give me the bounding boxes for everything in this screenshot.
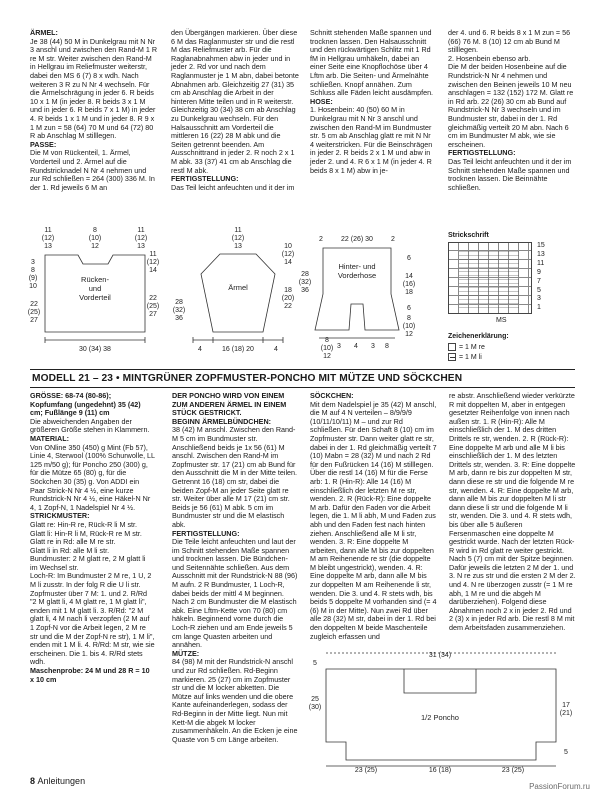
paragraph: Die Teile leicht anfeuchten und laut der im Schnitt stehenden Maße spannen und trocknen lassen. Die Bündchen- und Seitennähte schließen. Aus dem Ausschnitt mit der Rundstrick-N 88 (96) M aufn. 2 R Bundmuster, 1 Loch-R, dabei beids der mittl 4 M beginnen. Nach 2 cm Bundmuster die M elastisch abk. Eine Lftm-Kette von 70 (80) cm häkeln. Beginnend vorne durch die Loch-R ziehen und am Ende jeweils 5 cm lange Quasten arbeiten und annähen. <box>172 537 298 650</box>
p-l5: (21) <box>559 710 573 717</box>
d3-l6: 18 <box>405 289 413 296</box>
d2-l1: (12) <box>231 235 245 242</box>
d1-l17: (25) <box>28 309 41 316</box>
diagram-poncho <box>306 647 578 775</box>
row-num: 13 <box>537 250 545 258</box>
heading: MÜTZE: <box>172 648 200 658</box>
d3-l20: 8 <box>385 343 389 350</box>
d3-l2: 2 <box>391 236 395 243</box>
heading: HOSE: <box>310 96 333 106</box>
paragraph: Bundmuster: 2 M glatt re, 2 M glatt li im Wechsel str. <box>30 554 146 572</box>
d1-l8: 13 <box>137 243 145 250</box>
d1-l7: (12) <box>134 235 148 242</box>
d3-center-2: Vorderhose <box>337 271 377 280</box>
d1-l20: (25) <box>146 303 160 310</box>
d2-l13: 16 (18) 20 <box>222 346 254 353</box>
p-l7: 23 (25) <box>354 767 378 774</box>
legend-label: = 1 M re <box>459 343 485 351</box>
d1-l16: 22 <box>30 301 38 308</box>
section-title: MODELL 21 – 23 • MINTGRÜNER ZOPFMUSTER-PONCHO MIT MÜTZE UND SÖCKCHEN <box>30 369 575 388</box>
d2-l2: 13 <box>234 243 242 250</box>
d1-l9: 3 <box>31 259 35 266</box>
d3-l15: (10) <box>320 345 334 352</box>
paragraph: Das Teil leicht anfeuchten und it der im Schnitt stehenden Maße spannen und trocknen lassen. Die Beinnähte schließen. <box>448 156 572 192</box>
d3-l16: 12 <box>323 353 331 358</box>
d2-l10: (20) <box>281 295 295 302</box>
row-num: 11 <box>537 259 545 267</box>
d1-center-3: Vorderteil <box>79 293 111 302</box>
d3-l7: 28 <box>301 271 309 278</box>
paragraph: Glatt li in Rd: alle M li str. <box>30 545 110 555</box>
d2-l0: 11 <box>234 227 242 234</box>
row-num: 9 <box>537 268 541 276</box>
diagram-sleeve <box>168 224 308 354</box>
p-l2: 25 <box>311 696 319 703</box>
diagram-body <box>28 224 168 354</box>
p-l0: 31 (34) <box>428 652 452 659</box>
d3-l17: 3 <box>337 343 341 350</box>
d3-center-1: Hinter- und <box>338 262 376 271</box>
d1-l11: (9) <box>28 275 38 282</box>
d1-l14: (12) <box>146 259 160 266</box>
paragraph: Die abweichenden Angaben der größeren Größe stehen in Klammern. <box>30 416 150 435</box>
d2-l8: 36 <box>175 315 183 322</box>
top-col-1 <box>30 29 158 192</box>
top-col-4 <box>448 29 576 192</box>
d3-l14: 8 <box>325 337 329 344</box>
heading: Kopfumfang (ungedehnt) 35 (42) cm; Fußlänge 9 (11) cm <box>30 399 141 418</box>
top-col-2 <box>171 29 299 192</box>
paragraph: den Übergängen markieren. Über diese 6 M das Raglanmuster str und die restl M das Reliefmuster arb. Für die Raglanabnahmen abw in jeder und in jeder 2. Rd vor und nach dem Raglanmuster je 1 M abn, dabei betonte Abnahmen arb. Gleichzeitig 27 (31) 35 cm ab Anschlag die Arbeit in der hinteren Mitte teilen und in R weiterstr. Gleichzeitig 30 (34) 38 cm ab Anschlag zu Dunkelgrau wechseln. Für den Halsausschnitt am Vorderteil die mittleren 16 (22) 28 M abk und die Seiten getrennt beenden. Am Ausschnittrand in jeder 2. R noch 2 x 1 M abk. 33 (37) 41 cm ab Anschlag die restl M abk. <box>171 28 299 175</box>
stitch-chart <box>448 242 532 314</box>
p-l8: 16 (18) <box>428 767 452 774</box>
bottom-col-2 <box>172 392 298 744</box>
p-l9: 23 (25) <box>501 767 525 774</box>
d3-l9: 36 <box>301 287 309 294</box>
d1-l10: 8 <box>31 267 35 274</box>
heading: SÖCKCHEN: <box>310 391 354 400</box>
stitch-row-numbers <box>537 242 545 313</box>
paragraph: Glatt re: Hin-R re, Rück-R li M str. <box>30 519 138 529</box>
d3-l5: (16) <box>402 281 416 288</box>
legend-title: Zeichenerklärung: <box>448 333 509 340</box>
paragraph: 84 (98) M mit der Rundstrick-N anschl und zur Rd schließen. Rd-Beginn markieren. 25 (27) cm im Zopfmuster str und die M locker abketten. Die Mütze auf links wenden und die obere Kante aufeinanderlegen, sodass der Rd-Beginn in der Mitte liegt. Nun mit Kett-M die abgek M locker zusammenhäkeln. An die Ecken je eine Quaste von 5 cm Länge arbeiten. <box>172 657 298 744</box>
d1-l2: 13 <box>44 243 52 250</box>
heading: FERTIGSTELLUNG: <box>172 528 240 538</box>
paragraph: Glatt li: Hin-R li M, Rück-R re M str. <box>30 528 142 538</box>
d2-l9: 18 <box>284 287 292 294</box>
d2-l6: 28 <box>175 299 183 306</box>
heading: STRICKMUSTER: <box>30 511 90 521</box>
d1-l22: 30 (34) 38 <box>79 346 111 353</box>
heading: ÄRMEL: <box>30 28 58 37</box>
watermark: PassionForum.ru <box>529 782 590 791</box>
page-number: 8 <box>30 776 36 786</box>
heading: DER PONCHO WIRD VON EINEM ZUM ANDEREN ÄRMEL IN EINEM STÜCK GESTRICKT. <box>172 391 287 418</box>
heading: PASSE: <box>30 139 57 149</box>
d3-l1: 22 (26) 30 <box>341 236 373 243</box>
purl-symbol-icon <box>448 353 456 361</box>
paragraph: Schnitt stehenden Maße spannen und trocknen lassen. Den Halsausschnitt und den rückwärtigen Schlitz mit 1 Rd fM in Hellgrau umhäkeln, dabei an einer Seite eine Knopflochöse über 4 Lftm arb. Die Seiten- und Ärmelnähte schließen. Knopf annähen. Zum Schluss alle Fäden leicht ausdämpfen. <box>310 28 434 98</box>
paragraph: re abstr. Anschließend wieder verkürzte R mit doppelten M, aber in entgegen gesetzter Reihenfolge von innen nach außen str. 1. R (Hin-R): Alle M einschließlich der 1. M des dritten Drittels re str, wenden. 2. R (Rück-R): Eine doppelte M arb und alle M li bis einschließlich der 1. M des letzten Drittels str, wenden. 3. R: Eine doppelte M arb, dann re bis zur doppelten M str, dann diese re str und die folgende M re str, wenden. 4. R: Eine doppelte M arb, dann alle M bis zur doppelten M li str dann diese li str und die folgende M li str, wenden. Die 3. und 4. R stets wdh, bis über alle 5 äußeren Fersenmaschen eine doppelte M gestrickt wurde. Nach der letzten Rück-R wird in Rd glatt re weiter gestrickt. Nach 5 (7) cm mit der Spitze beginnen. Dafür jeweils die letzten 2 M der 1. und 3. N re zus str und die ersten 2 M der 2. und 4. N re überzogen zusstr (= 1 M re abh, 1 M re und die abgeh M darüberziehen). Folgend diese Abnahmen noch 2 x in jeder 2. Rd und 2 (3) x in jeder Rd arb. Die restl 8 M mit dem Arbeitsfaden zusammenziehen. <box>449 391 576 633</box>
p-l6: 5 <box>564 749 568 756</box>
page-section-label: Anleitungen <box>37 776 86 786</box>
d3-l11: 8 <box>407 315 411 322</box>
row-num: 15 <box>537 242 545 249</box>
p-l4: 17 <box>562 702 570 709</box>
paragraph: Zopfmuster über 7 M: 1. und 2. R/Rd "2 M glatt li, 4 M glatt re, 1 M glatt li", enden mit 1 M glatt li. 3. R/Rd: "2 M glatt li, 4 M nach li verzopfen (2 M auf 1 Zopf-N vor die Arbeit legen, 2 M re str und die M der Zopf-N re str), 1 M li", enden mit 1 M li. 4. R/Rd: M str, wie sie erscheinen. Die 1. bis 4. R/Rd stets wdh. <box>30 588 155 667</box>
paragraph: Glatt re in Rd: alle M re str. <box>30 537 116 547</box>
paragraph: Die M der beiden Hosenbeine auf die Rundstrick-N Nr 4 nehmen und zwischen den Beinen jeweils 10 M neu anschlagen = 132 (152) 172 M. Glatt re in Rd arb. 22 (26) 30 cm ab Bund auf Rundstrick-N Nr 3 wechseln und im Bundmuster str, dabei in der 1. Rd gleichmäßig verteilt 20 M abn. Nach 6 cm im Bundmuster M abk, wie sie erscheinen. <box>448 62 574 149</box>
heading: FERTIGSTELLUNG: <box>448 148 516 158</box>
d2-l5: 14 <box>284 259 292 266</box>
d3-l4: 14 <box>405 273 413 280</box>
d1-l5: 12 <box>91 243 99 250</box>
legend-item-knit <box>448 343 485 351</box>
d3-l10: 6 <box>407 305 411 312</box>
d1-l12: 10 <box>29 283 37 290</box>
d1-l0: 11 <box>44 227 52 234</box>
paragraph: Mit dem Nadelspiel je 35 (42) M anschl, die M auf 4 N verteilen – 8/9/9/9 (10/11/10/11) M – und zur Rd schließen. Für den Schaft 8 (10) cm im Zopfmuster str. Dann weiter glatt re str, dabei in der 1. Rd gleichmäßig verteilt 7 (10) Mabn = 28 (32) M und nach 2 Rd für den Fußrücken 14 (16) M stilllegen. Über die restl 14 (16) M für die Ferse arb: 1. R (Hin-R): Alle 14 (16) M einschließlich der letzten M re str, wenden. 2. R (Rück-R): Eine doppelte M arb. Dafür den Faden vor die Arbeit legen, die 1. M li abh, M und Faden zus abh und den Faden fest nach hinten ziehen. Anschließend alle M li str, wenden. 3. R: Eine doppelte M arbeiten, dann alle M bis zur doppelten M am Reihenende re str (die doppelte M bleibt ungestrickt), wenden. 4. R: Eine doppelte M arb, dann alle M bis zur doppelten M am Reihenende li str, wenden. Die 3. und 4. R stets wdh, bis beids 5 doppelte M vorhanden sind (= 4 (6) M in der Mitte). Nun zwei Rd über alle 28 (32) M str, dabei in der 1. Rd bei den doppelten M beide Maschenteile zugleich erfassen und <box>310 399 437 641</box>
heading: Maschenprobe: 24 M und 28 R = 10 x 10 cm <box>30 666 150 684</box>
d2-center: Ärmel <box>228 283 248 292</box>
d1-center-1: Rücken- <box>81 275 109 284</box>
diagram-trousers <box>295 232 435 358</box>
page-footer <box>30 776 85 786</box>
row-num: 3 <box>537 295 541 303</box>
paragraph: Die M von Rückenteil, 1. Ärmel, Vorderteil und 2. Ärmel auf die Rundstricknadel N Nr 4 nehmen und zur Rd schließen = 264 (300) 336 M. In der 1. Rd jeweils 6 M an <box>30 148 155 192</box>
d1-l4: (10) <box>88 235 102 242</box>
legend-item-purl <box>448 353 482 361</box>
heading: MATERIAL: <box>30 433 69 443</box>
paragraph: Von ONline 350 (450) g Mint (Fb 57), Linie 4, Sterwool (100% Schurwolle, LL 125 m/50 g); für Poncho 250 (300) g, für die Mütze 65 (80) g, für die Söckchen 30 (35) g. Von ADDI ein Paar Strick-N Nr 4 ½, eine kurze Rundstrick-N Nr 4 ½, eine Häkel-N Nr 4, 1 Zopf-N, 1 Nadelspiel Nr 4 ½. <box>30 442 155 512</box>
paragraph: Loch-R: Im Bundmuster 2 M re, 1 U, 2 M li zusstr. In der folg R die U li str. <box>30 571 152 590</box>
knit-symbol-icon <box>448 343 456 351</box>
row-num: 5 <box>537 286 541 294</box>
heading: GRÖSSE: 68-74 (80-86); <box>30 391 112 400</box>
paragraph: 2. Hosenbein ebenso arb. <box>448 53 531 63</box>
d2-l7: (32) <box>172 307 186 314</box>
p-l3: (30) <box>308 704 322 711</box>
d1-l15: 14 <box>149 267 157 274</box>
d3-l8: (32) <box>298 279 312 286</box>
d1-l6: 11 <box>137 227 145 234</box>
heading: FERTIGSTELLUNG: <box>171 174 239 184</box>
d3-l18: 4 <box>354 343 358 350</box>
stitch-chart-dashes <box>459 249 519 311</box>
d3-l12: (10) <box>402 323 416 330</box>
d3-l19: 3 <box>371 343 375 350</box>
d1-l21: 27 <box>149 311 157 318</box>
d1-center-2: und <box>88 284 102 293</box>
row-num: 7 <box>537 277 541 285</box>
p-l1: 5 <box>313 660 317 667</box>
bottom-col-4 <box>449 392 576 633</box>
d1-l19: 22 <box>149 295 157 302</box>
d1-l1: (12) <box>41 235 55 242</box>
d3-l0: 2 <box>319 236 323 243</box>
d3-l3: 6 <box>407 255 411 262</box>
paragraph: Je 38 (44) 50 M in Dunkelgrau mit N Nr 3 anschl und zwischen den Rand-M 1 R re M str. Weiter zwischen den Rand-M in Hellgrau im Reliefmuster weiterstr, dabei den MS 6 (7) 8 x wdh. Nach weiteren 3 R zu N Nr 4 wechseln. Für die Ärmelschrägung in jeder 6. R beids 10 x 1 M (in jeder 8. R beids 3 x 1 M und in jeder 6. R beids 7 x 1 M) in jeder 4. R beids 1 x 1 M und in jeder 8. R 9 x 1 M zun = 58 (64) 70 M und 64 (72) 80 R ab Anschlag M stilllegen. <box>30 36 158 141</box>
poncho-title: 1/2 Poncho <box>421 713 459 722</box>
row-num: 1 <box>537 304 541 312</box>
d2-l11: 22 <box>284 303 292 310</box>
heading: BEGINN ÄRMELBÜNDCHEN: <box>172 416 272 426</box>
d2-l3: 10 <box>284 243 292 250</box>
d1-l3: 8 <box>93 227 97 234</box>
stitch-ms-label: MS <box>496 317 507 324</box>
legend-label: = 1 M li <box>459 353 482 361</box>
d2-l14: 4 <box>274 346 278 353</box>
d1-l18: 27 <box>30 317 38 324</box>
d1-l13: 11 <box>149 251 157 258</box>
stitch-chart-title: Strickschrift <box>448 232 489 239</box>
paragraph: Das Teil leicht anfeuchten und it der im <box>171 182 295 192</box>
bottom-col-3 <box>310 392 437 641</box>
d3-l13: 12 <box>405 331 413 338</box>
top-col-3 <box>310 29 435 175</box>
paragraph: der 4. und 6. R beids 8 x 1 M zun = 56 (66) 76 M. 8 (10) 12 cm ab Bund M stilllegen. <box>448 28 571 55</box>
d2-l12: 4 <box>198 346 202 353</box>
paragraph: 1. Hosenbein: 40 (50) 60 M in Dunkelgrau mit N Nr 3 anschl und zwischen den Rand-M im Bundmuster str. 5 cm ab Anschlag glatt re mit N Nr 4 weiterstricken. Für die Beinschrägen in jeder 2. R beids 2 x 1 M und abw in jeder 2. und 4. R 6 x 1 M (in jeder 4. R beids 8 x 1 M) abw in je- <box>310 105 433 175</box>
paragraph: 38 (42) M anschl. Zwischen den Rand-M 5 cm im Bundmuster str. Anschließend beids je 1x 56 (61) M anschl. Zwischen den Rand-M im Zopfmuster str. 17 (21) cm ab Bund für den Ausschnitt die M in der Mitte teilen. Getrennt 16 (18) cm str, dabei die beiden Zopf-M an jeder Seite glatt re str. Weiter über alle M 17 (21) cm str. Beids je 56 (61) M abk. 5 cm im Bundmuster str und die M elastisch abk. <box>172 425 298 529</box>
bottom-col-1 <box>30 392 155 684</box>
d2-l4: (12) <box>281 251 295 258</box>
